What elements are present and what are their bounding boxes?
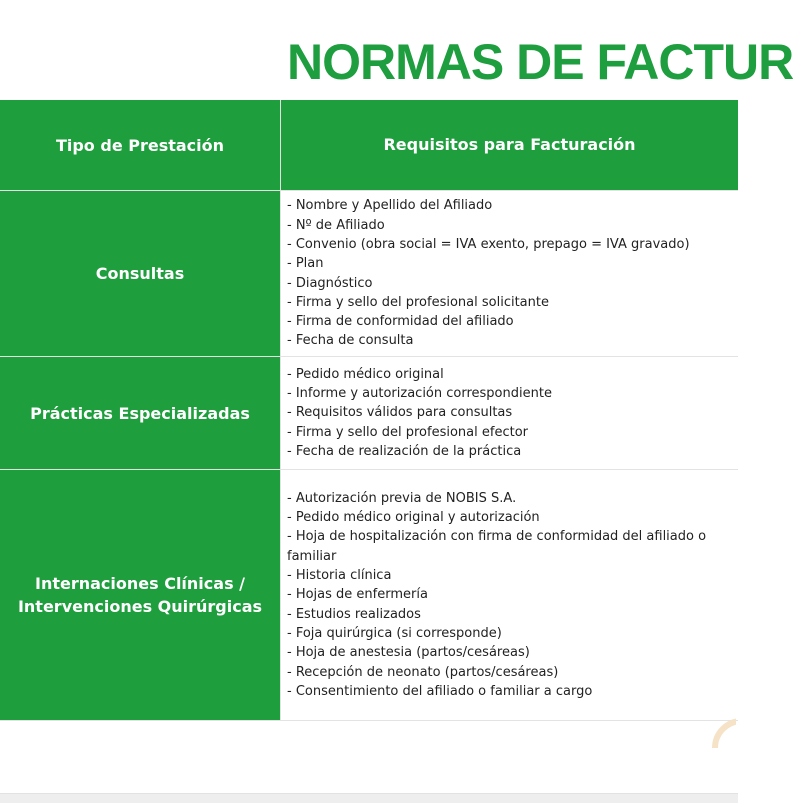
- requirement-item: - Hoja de anestesia (partos/cesáreas): [287, 645, 530, 661]
- requirement-item: - Fecha de consulta: [287, 333, 414, 349]
- table-row: [0, 469, 738, 720]
- requirement-item: - Pedido médico original: [287, 366, 444, 382]
- requirement-item: - Plan: [287, 256, 324, 272]
- requirement-item: - Informe y autorización correspondiente: [287, 386, 552, 402]
- bottom-scroll-edge: [0, 793, 738, 803]
- requirement-item: - Firma y sello del profesional solicitante: [287, 294, 549, 310]
- requirement-item: - Foja quirúrgica (si corresponde): [287, 625, 502, 641]
- requirement-item: - Recepción de neonato (partos/cesáreas): [287, 664, 559, 680]
- requirement-item: - Requisitos válidos para consultas: [287, 405, 513, 421]
- table-row: [0, 190, 738, 356]
- requirement-item: - Hojas de enfermería: [287, 587, 428, 603]
- table-header-row: [0, 100, 738, 190]
- requirement-item: - Firma y sello del profesional efector: [287, 424, 528, 440]
- row-type-internaciones: Internaciones Clínicas / Intervenciones Quirúrgicas: [0, 470, 281, 720]
- requirement-item: - Fecha de realización de la práctica: [287, 443, 522, 459]
- requirements-list: [281, 191, 738, 356]
- requirement-item: - Firma de conformidad del afiliado: [287, 314, 514, 330]
- row-type-practicas: Prácticas Especializadas: [0, 357, 281, 469]
- header-tipo-prestacion: Tipo de Prestación: [0, 100, 281, 190]
- header-requisitos: Requisitos para Facturación: [281, 100, 738, 190]
- requirement-item: - Consentimiento del afiliado o familiar a cargo: [287, 683, 593, 699]
- requirement-item: - Diagnóstico: [287, 275, 373, 291]
- requirement-item: - Historia clínica: [287, 568, 392, 584]
- requirements-list: [281, 357, 738, 469]
- requirements-list: [281, 470, 738, 720]
- page-title: NORMAS DE FACTUR: [287, 34, 793, 90]
- requirement-item: - Estudios realizados: [287, 606, 421, 622]
- requirement-item: - Autorización previa de NOBIS S.A.: [287, 490, 517, 506]
- decorative-arc: [712, 718, 772, 778]
- row-type-consultas: Consultas: [0, 191, 281, 356]
- requirement-item: - Hoja de hospitalización con firma de conformidad del afiliado o familiar: [287, 529, 707, 564]
- requirement-item: - Nombre y Apellido del Afiliado: [287, 198, 493, 214]
- table-row: [0, 356, 738, 469]
- requirement-item: - Convenio (obra social = IVA exento, prepago = IVA gravado): [287, 236, 690, 252]
- billing-rules-table: [0, 100, 738, 721]
- requirement-item: - Nº de Afiliado: [287, 217, 385, 233]
- requirement-item: - Pedido médico original y autorización: [287, 510, 540, 526]
